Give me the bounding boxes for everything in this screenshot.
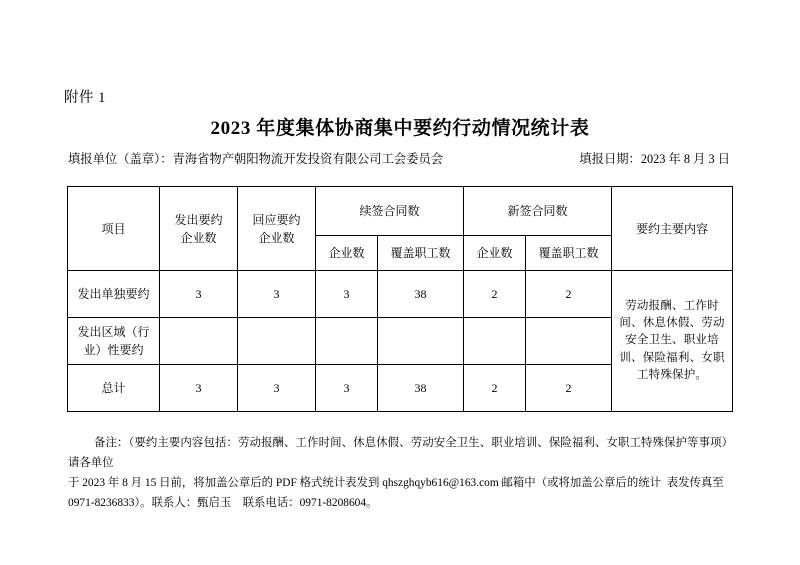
cell-renew-workers [378,318,464,365]
row-label-regional-line2: 业）性要约 [83,343,144,357]
filing-date-label: 填报日期： [579,152,641,166]
cell-new-workers [526,318,612,365]
filing-unit-label: 填报单位（盖章）： [68,152,173,166]
header-new-workers: 覆盖职工数 [526,236,612,271]
header-sent-line2: 企业数 [180,230,217,245]
cell-renew-enterprises: 3 [316,271,378,318]
statistics-table [67,186,733,412]
cell-sent: 3 [160,271,238,318]
filing-date-value: 2023 年 8 月 3 日 [640,152,730,166]
header-sent-line1: 发出要约 [174,212,223,227]
cell-renew-enterprises [316,318,378,365]
row-label-regional [68,318,160,365]
cell-response [238,318,316,365]
cell-new-enterprises: 2 [464,365,526,412]
row-label-regional-line1: 发出区域（行 [77,325,150,339]
header-renew-workers: 覆盖职工数 [378,236,464,271]
cell-response: 3 [238,365,316,412]
meta-row [68,149,732,167]
cell-renew-enterprises: 3 [316,365,378,412]
header-item: 项目 [68,187,160,271]
notes-block [68,434,733,514]
notes-line-2: 于 2023 年 8 月 15 日前，将加盖公章后的 PDF 格式统计表发到 qhszghqyb616@163.com 邮箱中（或将加盖公章后的统计 表发传真至 [68,476,724,489]
notes-line-1: 备注：（要约主要内容包括：劳动报酬、工作时间、休息休假、劳动安全卫生、职业培训、保险福利、女职工特殊保护等事项）请各单位 [68,437,733,469]
filing-unit [68,149,443,167]
header-new-enterprises: 企业数 [464,236,526,271]
cell-sent: 3 [160,365,238,412]
header-renew-enterprises: 企业数 [316,236,378,271]
cell-new-enterprises [464,318,526,365]
filing-date [579,149,732,167]
cell-renew-workers: 38 [378,365,464,412]
header-response-line1: 回应要约 [252,212,301,227]
row-label-single: 发出单独要约 [68,271,160,318]
header-renew-group: 续签合同数 [316,187,464,236]
header-new-group: 新签合同数 [464,187,612,236]
page-title: 2023 年度集体协商集中要约行动情况统计表 [210,118,590,139]
header-response [238,187,316,271]
header-main-content: 要约主要内容 [612,187,733,271]
notes-line-3: 0971-8236833）。联系人：甄启玉 联系电话：0971-8208604。 [68,496,378,509]
cell-main-content: 劳动报酬、工作时间、休息休假、劳动安全卫生、职业培训、保险福利、女职工特殊保护。 [612,271,733,412]
row-label-total: 总计 [68,365,160,412]
cell-new-enterprises: 2 [464,271,526,318]
table-row [68,271,733,318]
header-sent [160,187,238,271]
cell-sent [160,318,238,365]
cell-new-workers: 2 [526,271,612,318]
table-header-row-1 [68,187,733,236]
attachment-label: 附件 1 [64,90,106,106]
filing-unit-value: 青海省物产朝阳物流开发投资有限公司工会委员会 [172,152,444,166]
cell-new-workers: 2 [526,365,612,412]
cell-renew-workers: 38 [378,271,464,318]
cell-response: 3 [238,271,316,318]
header-response-line2: 企业数 [258,230,295,245]
